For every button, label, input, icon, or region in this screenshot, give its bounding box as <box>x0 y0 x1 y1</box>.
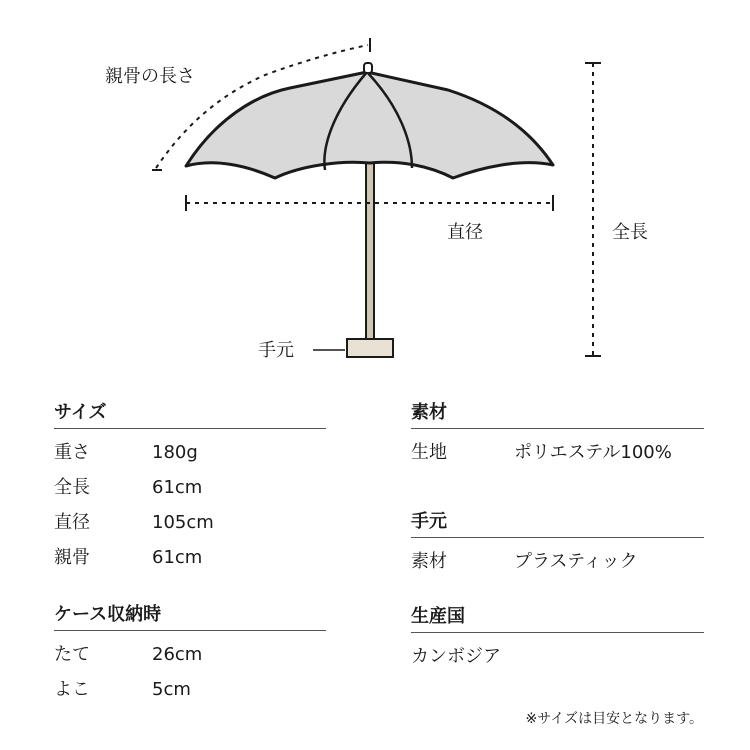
umbrella-handle <box>347 339 393 357</box>
size-row-diameter <box>54 505 326 540</box>
case-divider <box>54 630 326 631</box>
size-row-total-length <box>54 470 326 505</box>
origin-value-row <box>411 639 704 674</box>
case-title: ケース収納時 <box>54 604 162 625</box>
size-row-value: 61cm <box>152 477 203 498</box>
material-section <box>411 398 704 470</box>
origin-title: 生産国 <box>411 606 465 627</box>
origin-value: カンボジア <box>411 646 501 667</box>
handle-row-label: 素材 <box>411 551 447 572</box>
size-title: サイズ <box>54 402 107 423</box>
umbrella-tip <box>364 63 372 73</box>
handle-title: 手元 <box>411 511 447 532</box>
material-row-fabric <box>411 435 704 470</box>
case-row-label: たて <box>54 644 90 665</box>
case-row-label: よこ <box>54 679 90 700</box>
size-row-value: 61cm <box>152 547 203 568</box>
size-row-value: 105cm <box>152 512 214 533</box>
handle-row-value: プラスティック <box>514 551 638 572</box>
size-row-label: 直径 <box>54 512 90 533</box>
rib-length-label: 親骨の長さ <box>105 66 195 87</box>
material-row-label: 生地 <box>411 442 447 463</box>
size-divider <box>54 428 326 429</box>
umbrella-shaft <box>366 163 374 343</box>
case-row-width <box>54 672 326 707</box>
handle-divider <box>411 537 704 538</box>
size-section <box>54 398 326 575</box>
size-row-label: 全長 <box>54 477 90 498</box>
size-row-label: 親骨 <box>54 547 90 568</box>
case-row-height <box>54 637 326 672</box>
material-row-value: ポリエステル100% <box>514 442 672 463</box>
material-divider <box>411 428 704 429</box>
origin-divider <box>411 632 704 633</box>
diameter-label: 直径 <box>447 222 483 243</box>
size-row-label: 重さ <box>54 442 90 463</box>
handle-label: 手元 <box>258 340 294 361</box>
handle-row-material <box>411 544 704 579</box>
size-row-value: 180g <box>152 442 198 463</box>
material-title: 素材 <box>411 402 447 423</box>
total-length-label: 全長 <box>612 222 648 243</box>
case-section <box>54 600 326 707</box>
size-row-rib <box>54 540 326 575</box>
size-row-weight <box>54 435 326 470</box>
case-row-value: 5cm <box>152 679 191 700</box>
handle-section <box>411 507 704 579</box>
size-note: ※サイズは目安となります。 <box>525 711 703 727</box>
origin-section <box>411 602 704 674</box>
case-row-value: 26cm <box>152 644 203 665</box>
